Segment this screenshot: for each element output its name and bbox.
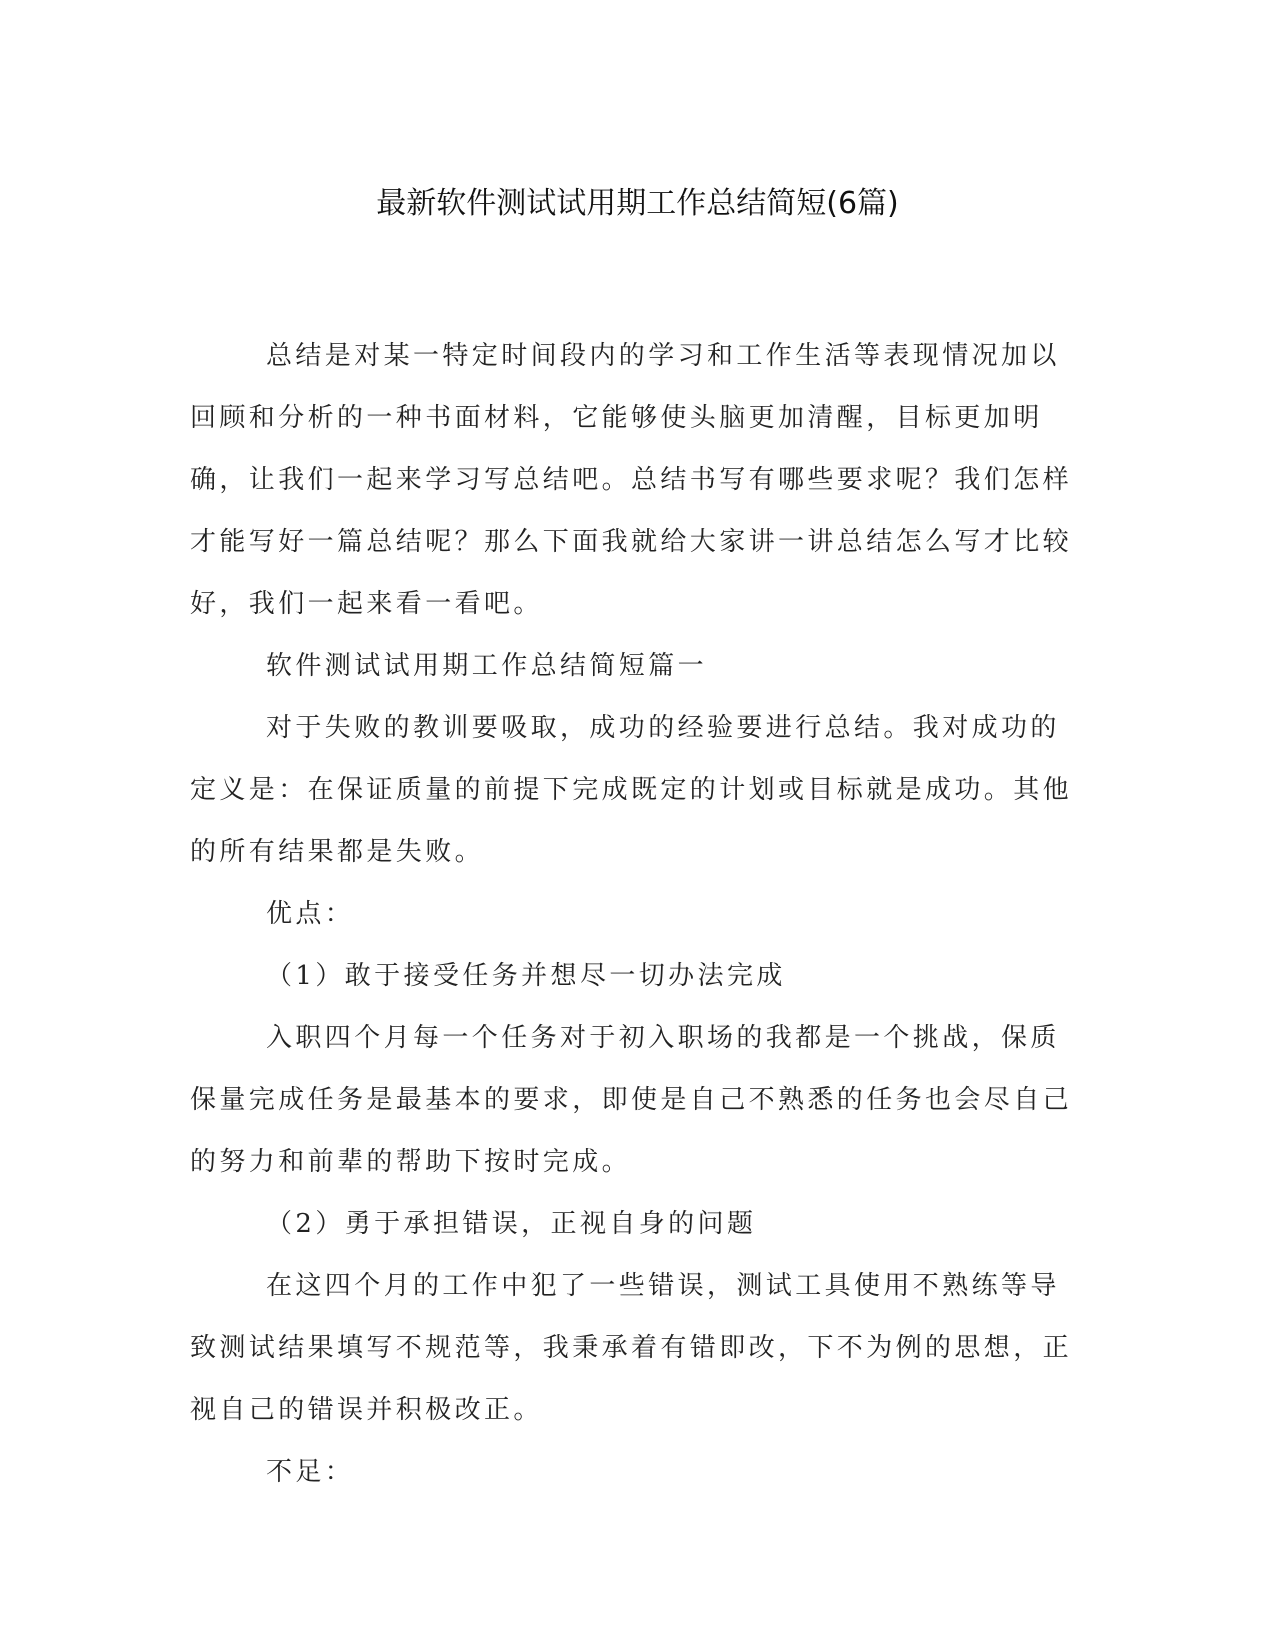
list-item-heading: （2）勇于承担错误，正视自身的问题 (266, 1209, 757, 1239)
document-title: 最新软件测试试用期工作总结简短(6篇) (376, 186, 899, 221)
strengths-heading: 优点： (266, 899, 355, 929)
body-paragraph: 对于失败的教训要吸取，成功的经验要进行总结。我对成功的定义是：在保证质量的前提下完成既定的计划或目标就是成功。其他的所有结果都是失败。 (190, 713, 1073, 867)
intro-paragraph: 总结是对某一特定时间段内的学习和工作生活等表现情况加以回顾和分析的一种书面材料，它能够使头脑更加清醒，目标更加明确，让我们一起来学习写总结吧。总结书写有哪些要求呢？我们怎样才能写好一篇总结呢？那么下面我就给大家讲一讲总结怎么写才比较好，我们一起来看一看吧。 (190, 341, 1073, 619)
document-body (190, 325, 1080, 1503)
body-paragraph: 在这四个月的工作中犯了一些错误，测试工具使用不熟练等导致测试结果填写不规范等，我秉承着有错即改，下不为例的思想，正视自己的错误并积极改正。 (190, 1271, 1073, 1425)
weaknesses-heading: 不足： (266, 1457, 355, 1487)
section-heading: 软件测试试用期工作总结简短篇一 (266, 651, 708, 681)
body-paragraph: 入职四个月每一个任务对于初入职场的我都是一个挑战，保质保量完成任务是最基本的要求，即使是自己不熟悉的任务也会尽自己的努力和前辈的帮助下按时完成。 (190, 1023, 1073, 1177)
list-item-heading: （1）敢于接受任务并想尽一切办法完成 (266, 961, 786, 991)
